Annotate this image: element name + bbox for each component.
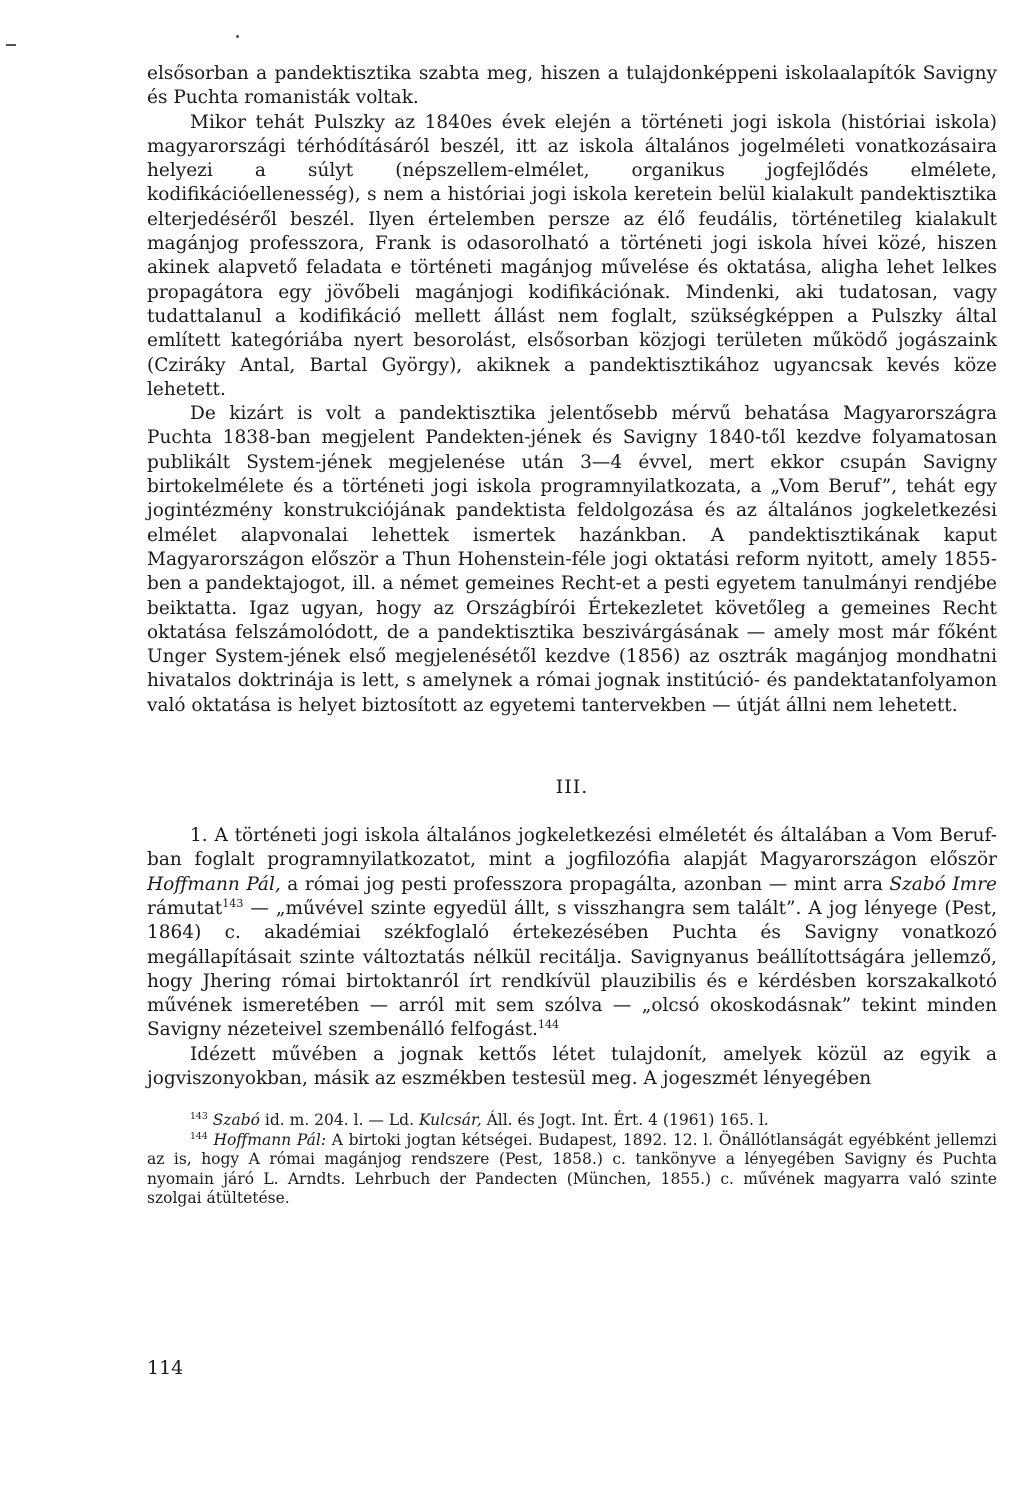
paragraph	[147, 824, 997, 1043]
footnote-ref: 143	[222, 896, 244, 910]
main-text	[147, 62, 997, 718]
paragraph	[147, 62, 997, 111]
page-body	[147, 62, 997, 1209]
italic-name: Szabó Imre	[889, 873, 997, 895]
italic-name: Hoffmann Pál,	[147, 873, 281, 895]
italic-name: Kulcsár,	[418, 1111, 482, 1130]
text-run: Idézett művében a jognak kettős létet tulajdonít, amelyek közül az egyik a jogviszonyokban, másik az eszmékben testesül meg. A jogeszmét lényegében	[147, 1043, 997, 1089]
scan-mark	[6, 44, 16, 46]
footnote-ref: 143	[190, 1111, 208, 1123]
text-run: A birtoki jogtan kétségei. Budapest, 1892. 12. l. Önállótlanságát egyébként jellemzi az is, hogy A római magánjog rendszere (Pest, 1858.) c. tankönyve a lényegében Savigny és Puchta nyomain járó L. Arndts. Lehrbuch der Pandecten (München, 1855.) c. művének magyarra való szinte szolgai átültetése.	[147, 1130, 997, 1208]
footnote-ref: 144	[537, 1018, 560, 1032]
text-run: — „művével szinte egyedül állt, s visszhangra sem talált”. A jog lényege (Pest, 1864) c. akadémiai székfoglaló értekezésében Puchta és Savigny vonatkozó megállapításait szinte változtatás nélkül recitálja. Savignyanus beállítottságára jellemző, hogy Jhering római birtoktanról írt rendkívül plauzibilis és e kérdésben korszakalkotó művének ismeretében — arról mit sem szólva — „olcsó okoskodásnak” tekint minden Savigny nézeteivel szembenálló felfogást.	[147, 897, 997, 1041]
footnotes	[147, 1111, 997, 1209]
text-run: rámutat	[147, 897, 223, 919]
text-run: elsősorban a pandektisztika szabta meg, hiszen a tulajdonképpeni iskolaalapítók Savigny és Puchta romanisták voltak.	[147, 63, 997, 109]
paragraph	[147, 402, 997, 718]
footnote	[147, 1131, 997, 1209]
italic-name: Hoffmann Pál:	[213, 1130, 327, 1149]
footnote	[147, 1111, 997, 1131]
italic-name: Szabó	[212, 1111, 260, 1130]
text-run: Mikor tehát Pulszky az 1840es évek elején a történeti jogi iskola (históriai iskola) magyarországi térhódításáról beszél, itt az iskola általános jogelméleti vonatkozásaira helyezi a súlyt (népszellem-elmélet, organikus jogfejlődés elmélete, kodifikációellenesség), s nem a históriai jogi iskola keretein belül kialakult pandektisztika elterjedéséről beszél. Ilyen értelemben persze az élő feudális, történetileg kialakult magánjog professzora, Frank is odasorolható a történeti jogi iskola hívei közé, hiszen akinek alapvető feladata e történeti magánjog művelése és oktatása, aligha lehet lelkes propagátora egy jövőbeli magánjogi kodifikációnak. Mindenki, aki tudatosan, vagy tudattalanul a kodifikáció mellett állást nem foglalt, szükségképpen a Pulszky által említett kategóriába nyert besorolást, elsősorban közjogi területen működő jogászaink (Cziráky Antal, Bartal György), akiknek a pandektisztikához ugyancsak kevés köze lehetett.	[147, 111, 997, 400]
paragraph	[147, 111, 997, 403]
section-text	[147, 824, 997, 1091]
paragraph	[147, 1043, 997, 1092]
text-run: id. m. 204. l. — Ld.	[259, 1111, 419, 1130]
scan-speck	[236, 35, 239, 38]
page-number: 114	[147, 1357, 184, 1379]
text-run: 1. A történeti jogi iskola általános jogkeletkezési elméletét és általában a Vom Beruf-ban foglalt programnyilatkozatot, mint a jogfilozófia alapját Magyarországon először	[147, 825, 997, 871]
footnote-ref: 144	[190, 1130, 208, 1142]
text-run: a római jog pesti professzora propagálta, azonban — mint arra	[280, 873, 890, 895]
text-run: De kizárt is volt a pandektisztika jelentősebb mérvű behatása Magyarországra Puchta 1838-ban megjelent Pandekten-jének és Savigny 1840-től kezdve folyamatosan publikált System-jének megjelenése után 3—4 évvel, mert ekkor csupán Savigny birtokelmélete és a történeti jogi iskola programnyilatkozata, a „Vom Beruf”, tehát egy jogintézmény konstrukciójának pandektista feldolgozása és az általános jogkeletkezési elmélet alapvonalai lehettek ismertek hazánkban. A pandektisztikának kaput Magyarországon először a Thun Hohenstein-féle jogi oktatási reform nyitott, amely 1855-ben a pandektajogot, ill. a német gemeines Recht-et a pesti egyetem tanulmányi rendjébe beiktatta. Igaz ugyan, hogy az Országbírói Értekezletet követőleg a gemeines Recht oktatása felszámolódott, de a pandektisztika beszivárgásának — amely most már főként Unger System-jének első megjelenésétől kezdve (1856) az osztrák magánjog mondhatni hivatalos doktrinája is lett, s amelynek a római jognak institúció- és pandektatanfolyamon való oktatása is helyet biztosított az egyetemi tantervekben — útját állni nem lehetett.	[147, 403, 997, 716]
text-run: Áll. és Jogt. Int. Ért. 4 (1961) 165. l.	[481, 1111, 769, 1130]
section-heading: III.	[555, 776, 589, 799]
